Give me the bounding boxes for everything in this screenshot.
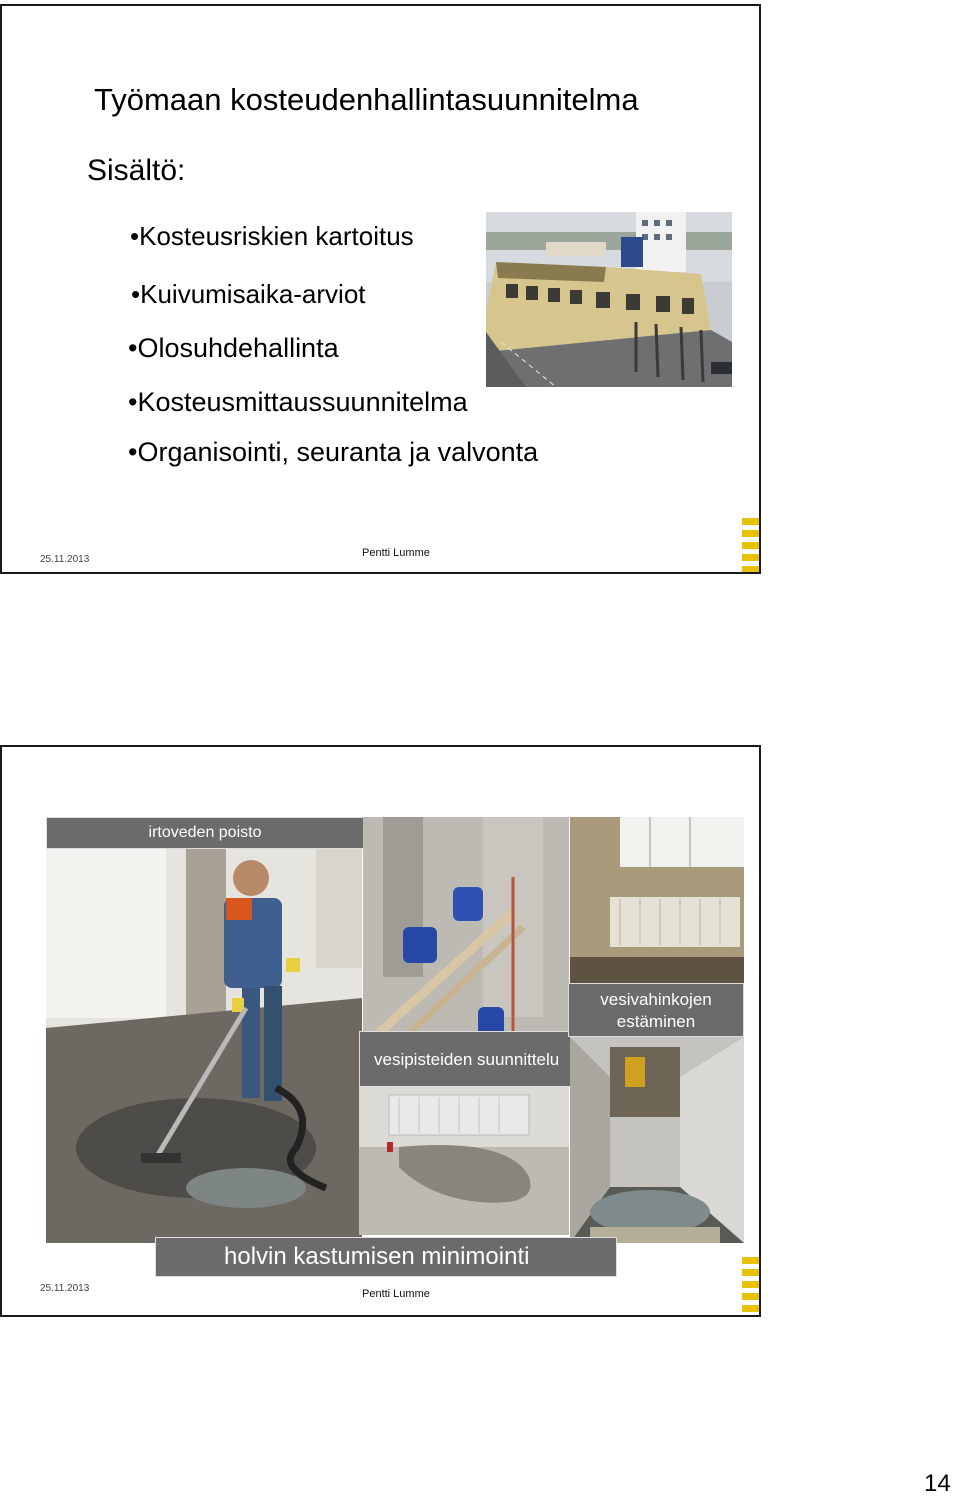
- water-removal-photo: [46, 848, 362, 1243]
- slide-1: [0, 4, 761, 574]
- footer-author: Pentti Lumme: [362, 547, 430, 559]
- bullet-item: • Kuivumisaika-arviot: [131, 279, 366, 310]
- slide-2: [0, 745, 761, 1317]
- footer-date: 25.11.2013: [40, 1283, 90, 1294]
- label-water-points: vesipisteiden suunnittelu: [359, 1031, 579, 1087]
- footer-date: 25.11.2013: [40, 554, 90, 565]
- label-water-removal: irtoveden poisto: [46, 817, 364, 849]
- brand-stripes: [742, 1257, 759, 1317]
- page-number: 14: [924, 1470, 951, 1497]
- bullet-item: • Kosteusmittaussuunnitelma: [128, 387, 468, 418]
- window-radiator-photo: [570, 817, 744, 984]
- bullet-item: • Olosuhdehallinta: [128, 333, 339, 364]
- bullet-item: • Organisointi, seuranta ja valvonta: [128, 437, 538, 468]
- label-slab-wetting: holvin kastumisen minimointi: [155, 1237, 617, 1277]
- bullet-item: • Kosteusriskien kartoitus: [130, 221, 414, 252]
- brand-stripes: [742, 518, 759, 574]
- construction-site-photo: [486, 212, 732, 387]
- footer-author: Pentti Lumme: [362, 1288, 430, 1300]
- radiator-leak-photo: [359, 1087, 569, 1235]
- slide-subtitle: Sisältö:: [87, 154, 186, 187]
- corridor-water-photo: [570, 1037, 744, 1243]
- label-damage-prevention: vesivahinkojen estäminen: [568, 983, 744, 1037]
- slide-title: Työmaan kosteudenhallintasuunnitelma: [94, 82, 639, 117]
